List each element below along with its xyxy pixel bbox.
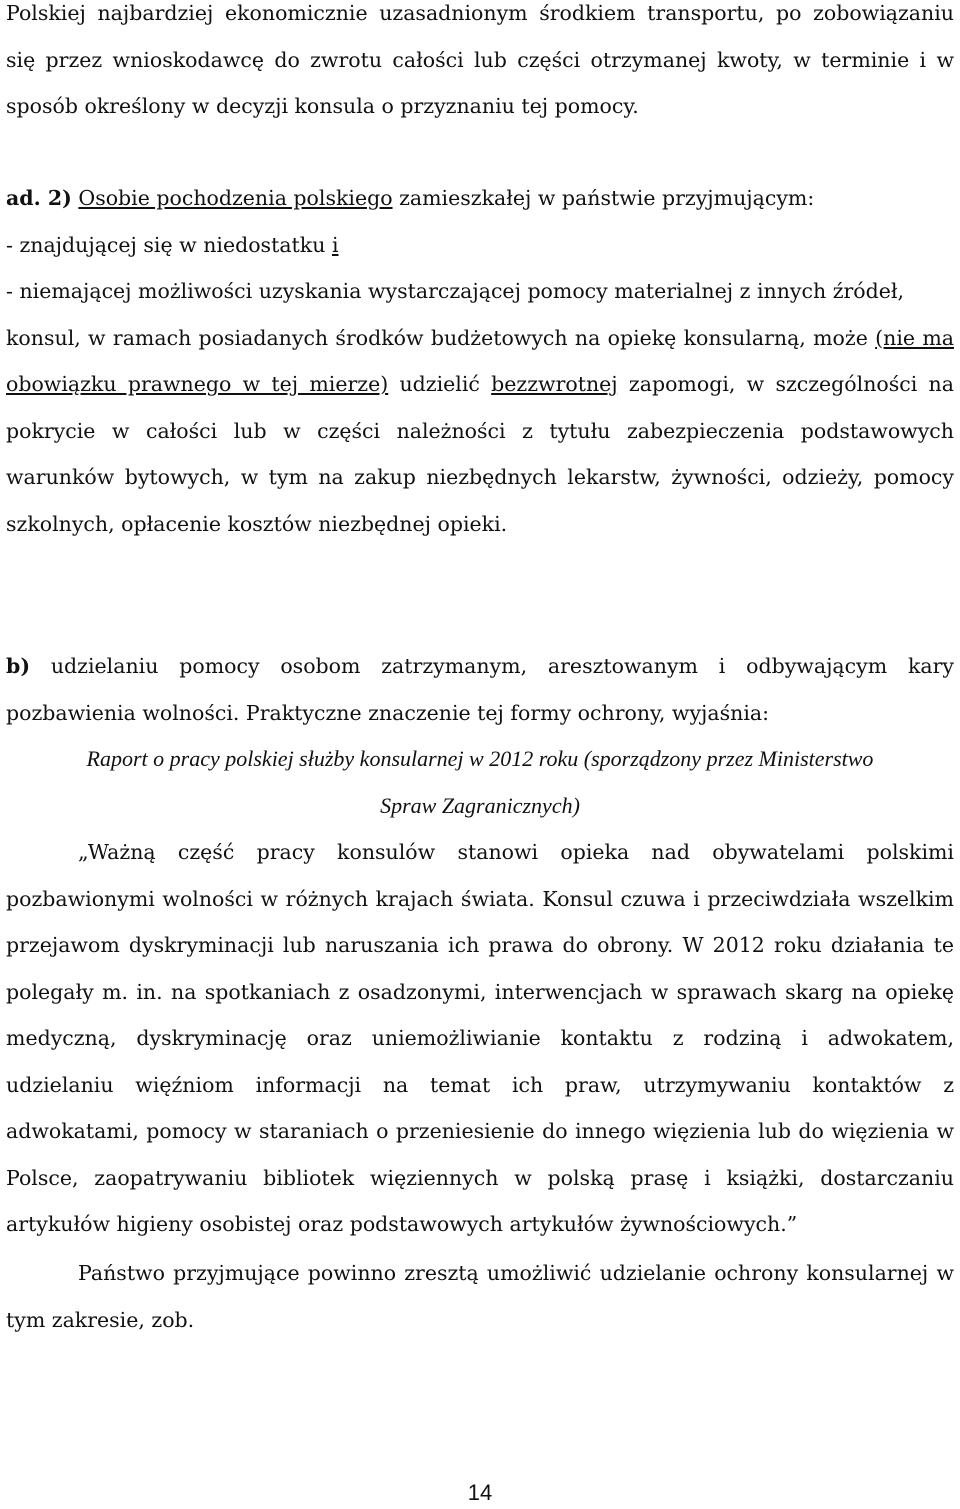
- closing-block: [6, 1250, 954, 1343]
- section-b-text: udzielaniu pomocy osobom zatrzymanym, aresztowanym i odbywającym kary pozbawienia wolności. Praktyczne znaczenie tej formy ochrony, wyjaśnia:: [6, 654, 954, 725]
- source-title-line-1: Raport o pracy polskiej służby konsularnej w 2012 roku (sporządzony przez Ministerstwo: [86, 746, 874, 771]
- ad-2-para-start: konsul, w ramach posiadanych środków budżetowych na opiekę konsularną, może: [6, 325, 868, 350]
- ad-2-heading: [6, 175, 954, 222]
- ad-2-para-end: zapomogi, w szczególności na pokrycie w całości lub w części należności z tytułu zabezpieczenia podstawowych warunków bytowych, w tym na zakup niezbędnych lekarstw, żywności, odzieży, pomocy szkolnych, opłacenie kosztów niezbędnej opieki.: [6, 372, 954, 536]
- section-b-label: b): [6, 654, 31, 678]
- ad-2-para-underlined-clause: (nie ma obowiązku prawnego w tej mierze): [6, 325, 954, 396]
- section-b-paragraph: [6, 643, 954, 736]
- page-number: 14: [467, 1480, 493, 1505]
- ad-2-main-paragraph: [6, 315, 954, 548]
- section-ad-2: [6, 175, 954, 547]
- condition-line-1-conjunction: i: [331, 232, 339, 257]
- continuation-block: [6, 0, 954, 130]
- ad-2-para-mid: udzielić: [399, 372, 480, 396]
- ad-2-para-underlined-word: bezzwrotnej: [491, 372, 618, 396]
- quoted-paragraph: „Ważną część pracy konsulów stanowi opieka nad obywatelami polskimi pozbawionymi wolności w różnych krajach świata. Konsul czuwa i przeciwdziała wszelkim przejawom dyskryminacji lub naruszania ich prawa do obrony. W 2012 roku działania te polegały m. in. na spotkaniach z osadzonymi, interwencjach w sprawach skarg na opiekę medyczną, dyskryminację oraz uniemożliwianie kontaktu z rodziną i adwokatem, udzielaniu więźniom informacji na temat ich praw, utrzymywaniu kontaktów z adwokatami, pomocy w staraniach o przeniesienie do innego więzienia lub do więzienia w Polsce, zaopatrywaniu bibliotek więziennych w polską prasę i książki, dostarczaniu artykułów higieny osobistej oraz podstawowych artykułów żywnościowych.”: [6, 840, 954, 1236]
- condition-line-1-text: - znajdującej się w niedostatku: [6, 232, 326, 257]
- source-title-line-2: Spraw Zagranicznych): [380, 792, 580, 818]
- continuation-paragraph: Polskiej najbardziej ekonomicznie uzasadnionym środkiem transportu, po zobowiązaniu się przez wnioskodawcę do zwrotu całości lub części otrzymanej kwoty, w terminie i w sposób określony w decyzji konsula o przyznaniu tej pomocy.: [6, 1, 954, 118]
- condition-line-2: - niemającej możliwości uzyskania wystarczającej pomocy materialnej z innych źródeł,: [6, 279, 905, 303]
- ad-2-underlined-subject: Osobie pochodzenia polskiego: [78, 186, 393, 210]
- ad-2-label: ad. 2): [6, 186, 72, 210]
- condition-line-1: [6, 222, 954, 269]
- section-b: [6, 643, 954, 1248]
- closing-paragraph: Państwo przyjmujące powinno zresztą umożliwić udzielanie ochrony konsularnej w tym zakresie, zob.: [6, 1261, 954, 1332]
- ad-2-heading-rest: zamieszkałej w państwie przyjmującym:: [399, 186, 815, 210]
